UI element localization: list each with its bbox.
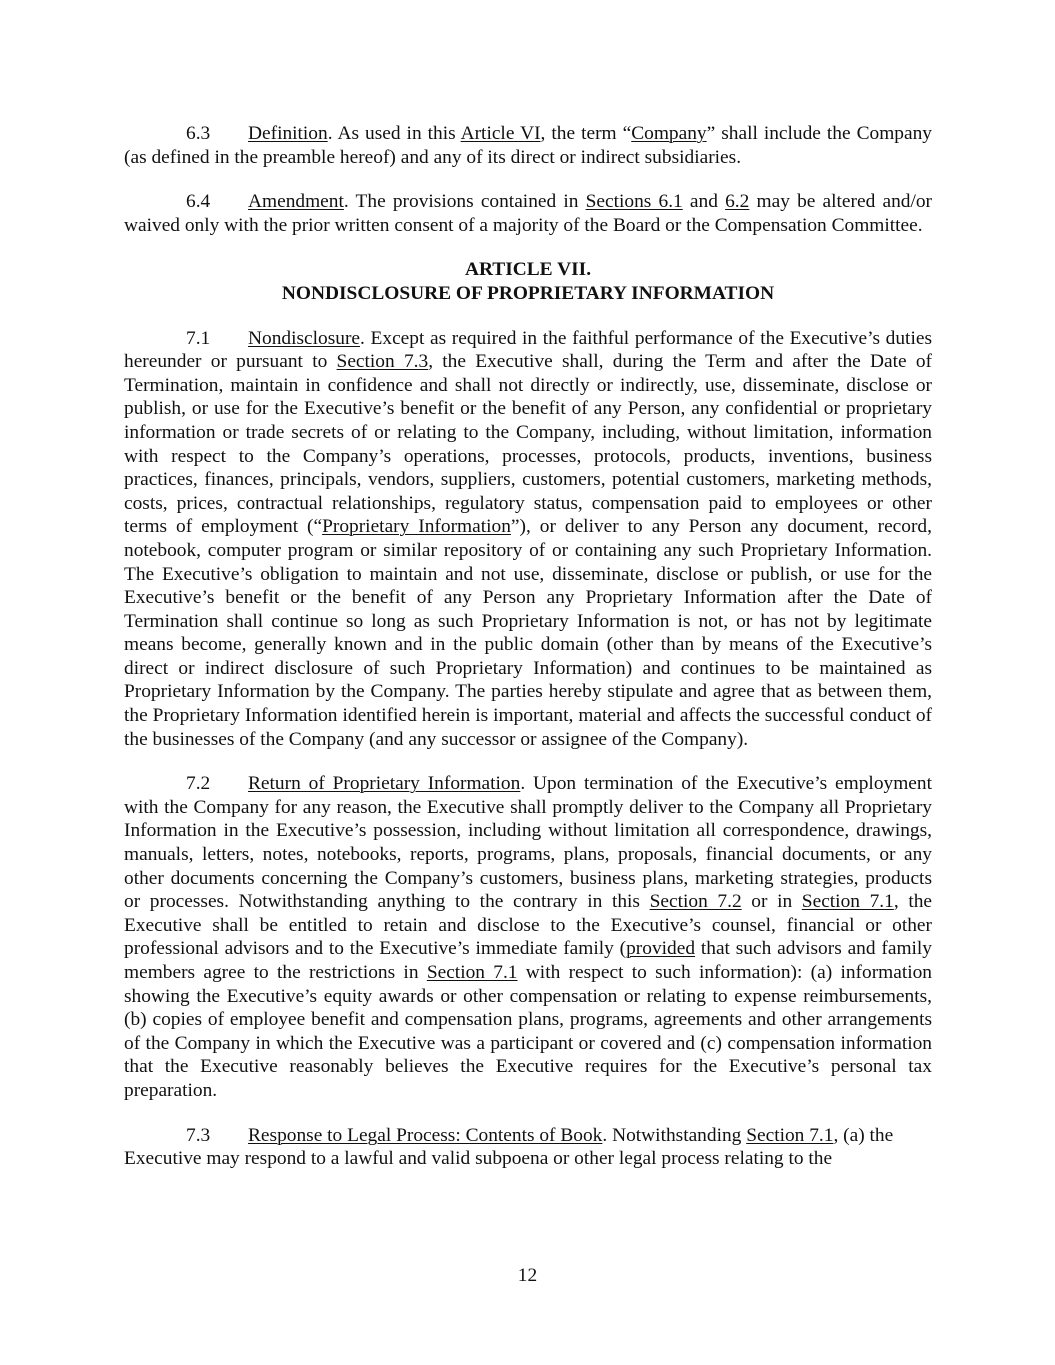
section-title: Response to Legal Process: Contents of Book — [248, 1124, 603, 1146]
defined-term: provided — [626, 938, 696, 960]
section-number: 6.4 — [186, 191, 211, 213]
article-number: ARTICLE VII. — [464, 259, 592, 281]
section-7-2 — [124, 772, 932, 1102]
section-text: and — [682, 191, 726, 213]
section-text: ”), or deliver to any Person any document, record, notebook, computer program or similar repository of or containing any such Proprietary Information. The Executive’s obligation to maintain and not use, disseminate, disclose or publish, or use for the Executive’s benefit or the benefit of any Person any Proprietary Information after the Date of Termination shall continue so long as such Proprietary Information is not, or has not by legitimate means become, generally known and in the public domain (other than by means of the Executive’s direct or indirect disclosure of such Proprietary Information) and continues to be maintained as Proprietary Information by the Company. The parties hereby stipulate and agree that as between them, the Proprietary Information identified herein is important, material and affects the successful conduct of the businesses of the Company (and any successor or assignee of the Company). — [124, 516, 932, 750]
section-number: 7.2 — [186, 773, 211, 795]
section-text: or in — [741, 891, 802, 913]
cross-reference: Section 7.1 — [801, 891, 894, 913]
section-text: may be altered and/or waived only with the prior written consent of a majority of the Board or the Compensation Committee. — [124, 191, 932, 236]
section-text: . The provisions contained in — [343, 191, 586, 213]
section-6-3 — [124, 122, 932, 169]
section-number: 7.1 — [186, 327, 211, 349]
section-title: Return of Proprietary Information — [248, 773, 521, 795]
section-title: Amendment — [248, 191, 344, 213]
section-text: , the Executive shall be entitled to retain and disclose to the Executive’s counsel, financial or other professional advisors and to the Executive’s immediate family ( — [124, 891, 933, 960]
cross-reference: Section 7.1 — [746, 1124, 834, 1146]
document-page — [124, 122, 932, 1192]
cross-reference: Article VI — [460, 123, 541, 144]
cross-reference: Section 7.3 — [336, 351, 429, 373]
section-title: Definition — [248, 123, 328, 144]
cross-reference: Section 7.1 — [426, 962, 518, 983]
page-number: 12 — [517, 1265, 538, 1286]
section-title: Nondisclosure — [248, 327, 361, 349]
section-7-1 — [124, 327, 932, 752]
cross-reference: 6.2 — [725, 191, 750, 213]
section-text: , the term “ — [540, 123, 632, 144]
section-text: . As used in this — [327, 123, 461, 144]
section-text: with respect to such information): (a) information showing the Executive’s equity awards or other compensation or relating to expense reimbursements, (b) copies of employee benefit and compensation plans, programs, agreements and other arrangements of the Company in which the Executive was a participant or covered and (c) compensation information that the Executive reasonably believes the Executive requires for the Executive’s personal tax preparation. — [124, 962, 933, 1101]
section-7-3 — [124, 1124, 932, 1171]
section-text: ” shall include the Company (as defined in the preamble hereof) and any of its direct or indirect subsidiaries. — [124, 123, 933, 168]
article-title: NONDISCLOSURE OF PROPRIETARY INFORMATION — [281, 282, 775, 304]
defined-term: Company — [631, 123, 707, 144]
section-text: , (a) the Executive may respond to a lawful and valid subpoena or other legal process relating to the — [124, 1124, 894, 1170]
section-6-4 — [124, 190, 932, 237]
section-number: 7.3 — [186, 1124, 211, 1146]
section-text: that such advisors and family members agree to the restrictions in — [124, 938, 933, 983]
section-text: , the Executive shall, during the Term and after the Date of Termination, maintain in confidence and shall not directly or indirectly, use, disseminate, disclose or publish, or use for the Executive’s benefit or the benefit of any Person, any confidential or proprietary information or trade secrets of or relating to the Company, including, without limitation, information with respect to the Company’s operations, processes, protocols, products, inventions, business practices, finances, principals, vendors, suppliers, customers, potential customers, marketing methods, costs, prices, contractual relationships, regulatory status, compensation paid to employees or other terms of employment (“ — [124, 351, 933, 538]
defined-term: Proprietary Information — [322, 516, 511, 538]
cross-reference: Sections 6.1 — [585, 191, 683, 213]
article-heading — [124, 258, 932, 305]
section-number: 6.3 — [186, 123, 211, 144]
section-text: . Except as required in the faithful performance of the Executive’s duties hereunder or pursuant to — [124, 327, 932, 373]
section-text: . Upon termination of the Executive’s employment with the Company for any reason, the Executive shall promptly deliver to the Company all Proprietary Information in the Executive’s possession, including without limitation all correspondence, drawings, manuals, letters, notes, notebooks, reports, programs, plans, proposals, financial documents, or any other documents concerning the Company’s customers, business plans, marketing strategies, products or processes. Notwithstanding anything to the contrary in this — [124, 773, 932, 913]
cross-reference: Section 7.2 — [649, 891, 742, 913]
section-text: . Notwithstanding — [602, 1124, 747, 1146]
